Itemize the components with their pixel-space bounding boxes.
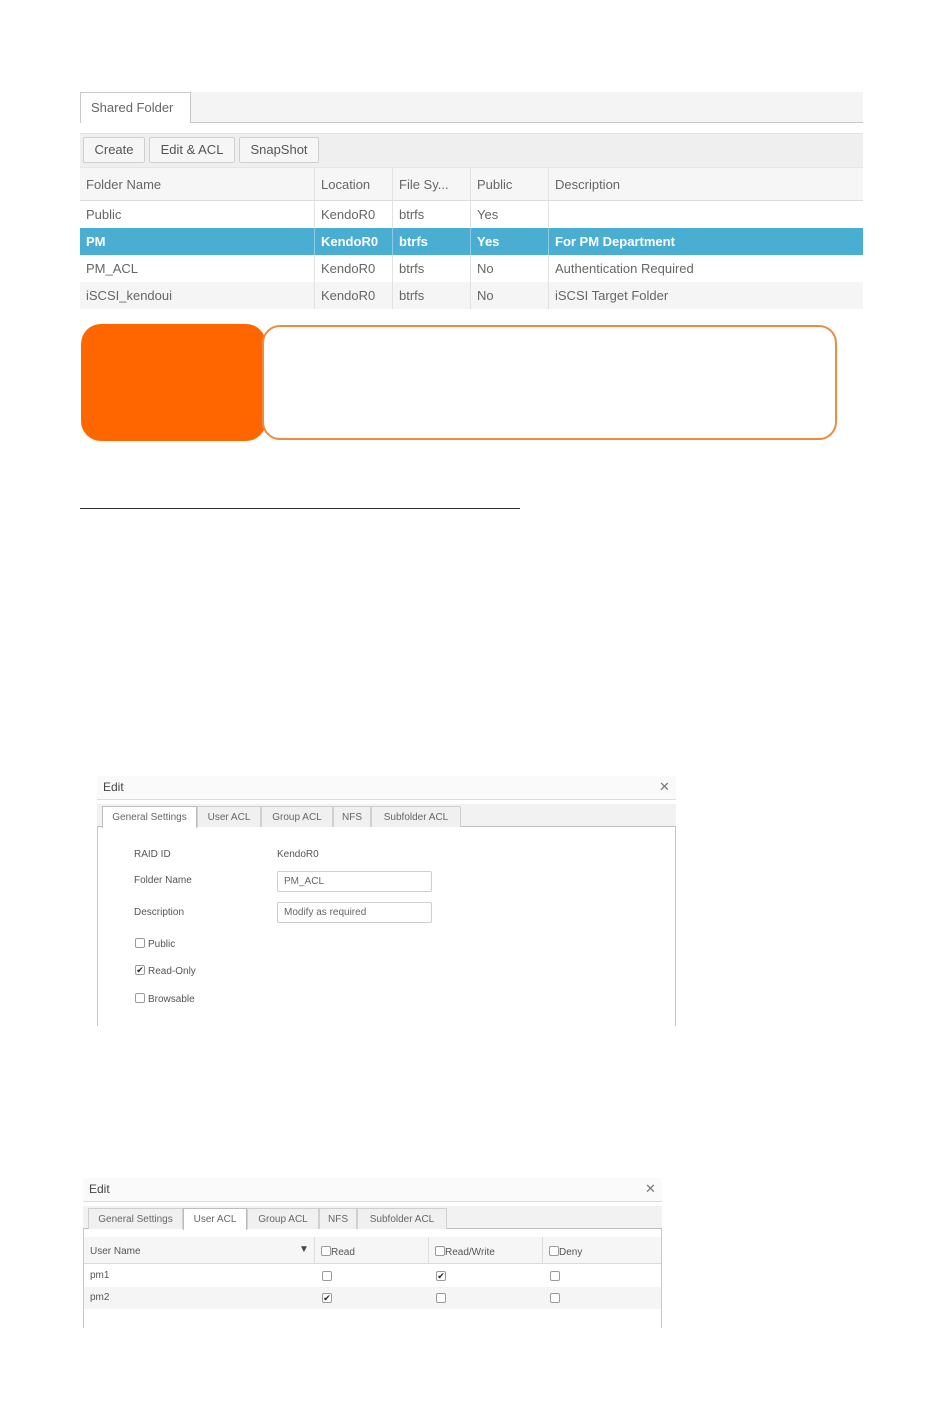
filter-icon[interactable]: ▼ bbox=[299, 1244, 309, 1255]
cell-public: No bbox=[470, 282, 548, 309]
note-label-block bbox=[81, 324, 266, 441]
table-row[interactable] bbox=[80, 255, 863, 282]
tab-group-acl[interactable]: Group ACL bbox=[261, 806, 333, 827]
tab-general-settings[interactable]: General Settings bbox=[102, 806, 197, 828]
read-write-all-checkbox[interactable] bbox=[435, 1246, 445, 1256]
public-label: Public bbox=[148, 939, 176, 950]
cell-user-name: pm1 bbox=[90, 1270, 110, 1281]
close-icon[interactable]: ✕ bbox=[645, 1181, 656, 1196]
column-header-user-name[interactable] bbox=[84, 1237, 314, 1264]
column-header-public[interactable]: Public bbox=[470, 168, 548, 200]
tab-nfs[interactable]: NFS bbox=[319, 1208, 357, 1229]
dialog-title: Edit bbox=[83, 1178, 662, 1202]
read-only-label: Read-Only bbox=[148, 966, 196, 977]
close-icon[interactable]: ✕ bbox=[659, 779, 670, 794]
dialog-tabbar bbox=[83, 1206, 662, 1229]
cell-description: For PM Department bbox=[548, 228, 863, 255]
cell-folder-name: iSCSI_kendoui bbox=[86, 288, 172, 303]
cell-folder-name: Public bbox=[86, 207, 122, 222]
cell-user-name: pm2 bbox=[90, 1292, 110, 1303]
tab-shared-folder[interactable]: Shared Folder bbox=[80, 92, 191, 123]
cell-folder-name: PM bbox=[86, 234, 106, 249]
browsable-checkbox[interactable] bbox=[135, 993, 145, 1003]
column-header-deny[interactable] bbox=[542, 1237, 661, 1264]
column-header-read-write[interactable] bbox=[428, 1237, 542, 1264]
read-write-checkbox[interactable] bbox=[436, 1271, 446, 1281]
snapshot-button[interactable]: SnapShot bbox=[239, 137, 319, 163]
cell-location: KendoR0 bbox=[314, 282, 392, 309]
table-row[interactable] bbox=[80, 282, 863, 309]
read-all-checkbox[interactable] bbox=[321, 1246, 331, 1256]
tab-subfolder-acl[interactable]: Subfolder ACL bbox=[371, 806, 461, 827]
cell-location: KendoR0 bbox=[314, 255, 392, 282]
read-write-checkbox[interactable] bbox=[436, 1293, 446, 1303]
cell-description: Authentication Required bbox=[548, 255, 863, 282]
cell-description: iSCSI Target Folder bbox=[548, 282, 863, 309]
shared-folder-toolbar bbox=[80, 133, 863, 167]
read-header-label: Read bbox=[331, 1247, 355, 1258]
tab-subfolder-acl[interactable]: Subfolder ACL bbox=[357, 1208, 447, 1229]
acl-table-header bbox=[84, 1237, 661, 1264]
read-checkbox[interactable] bbox=[322, 1293, 332, 1303]
table-row bbox=[84, 1265, 661, 1287]
folder-name-field[interactable]: PM_ACL bbox=[277, 871, 432, 892]
column-header-description[interactable]: Description bbox=[548, 168, 863, 200]
dialog-tabbar bbox=[97, 804, 676, 827]
cell-public: No bbox=[470, 255, 548, 282]
cell-folder-name: PM_ACL bbox=[86, 261, 139, 276]
cell-location: KendoR0 bbox=[314, 228, 392, 255]
description-field[interactable]: Modify as required bbox=[277, 902, 432, 923]
cell-location: KendoR0 bbox=[314, 201, 392, 228]
section-divider bbox=[80, 508, 520, 509]
raid-id-value: KendoR0 bbox=[277, 849, 319, 860]
table-header bbox=[80, 167, 863, 201]
cell-file-system: btrfs bbox=[392, 228, 470, 255]
dialog-title: Edit bbox=[97, 776, 676, 800]
edit-acl-button[interactable]: Edit & ACL bbox=[149, 137, 235, 163]
cell-file-system: btrfs bbox=[392, 255, 470, 282]
tab-user-acl[interactable]: User ACL bbox=[183, 1208, 247, 1230]
browsable-label: Browsable bbox=[148, 994, 195, 1005]
tab-general-settings[interactable]: General Settings bbox=[88, 1208, 183, 1229]
create-button[interactable]: Create bbox=[83, 137, 145, 163]
cell-file-system: btrfs bbox=[392, 282, 470, 309]
cell-description bbox=[548, 201, 863, 228]
tab-user-acl[interactable]: User ACL bbox=[197, 806, 261, 827]
table-row[interactable] bbox=[80, 201, 863, 228]
deny-checkbox[interactable] bbox=[550, 1293, 560, 1303]
folder-name-label: Folder Name bbox=[134, 875, 192, 886]
description-label: Description bbox=[134, 907, 185, 918]
deny-checkbox[interactable] bbox=[550, 1271, 560, 1281]
shared-folder-tabbar bbox=[80, 92, 863, 123]
cell-public: Yes bbox=[470, 201, 548, 228]
deny-all-checkbox[interactable] bbox=[549, 1246, 559, 1256]
note-box bbox=[262, 325, 837, 440]
dialog-body bbox=[83, 1229, 662, 1328]
read-only-checkbox[interactable] bbox=[135, 965, 145, 975]
dialog-body bbox=[97, 827, 676, 1026]
edit-dialog-general bbox=[97, 776, 676, 1026]
edit-dialog-user-acl bbox=[83, 1178, 662, 1328]
table-row bbox=[84, 1287, 661, 1309]
user-name-header-label: User Name bbox=[90, 1246, 141, 1257]
deny-header-label: Deny bbox=[559, 1247, 583, 1258]
column-header-read[interactable] bbox=[314, 1237, 428, 1264]
tab-nfs[interactable]: NFS bbox=[333, 806, 371, 827]
cell-public: Yes bbox=[470, 228, 548, 255]
table-row[interactable] bbox=[80, 228, 863, 255]
column-header-file-system[interactable]: File Sy... bbox=[392, 168, 470, 200]
raid-id-label: RAID ID bbox=[134, 849, 171, 860]
read-write-header-label: Read/Write bbox=[445, 1247, 495, 1258]
column-header-location[interactable]: Location bbox=[314, 168, 392, 200]
cell-file-system: btrfs bbox=[392, 201, 470, 228]
public-checkbox[interactable] bbox=[135, 938, 145, 948]
column-header-folder-name[interactable]: Folder Name bbox=[86, 176, 162, 192]
read-checkbox[interactable] bbox=[322, 1271, 332, 1281]
tab-group-acl[interactable]: Group ACL bbox=[247, 1208, 319, 1229]
